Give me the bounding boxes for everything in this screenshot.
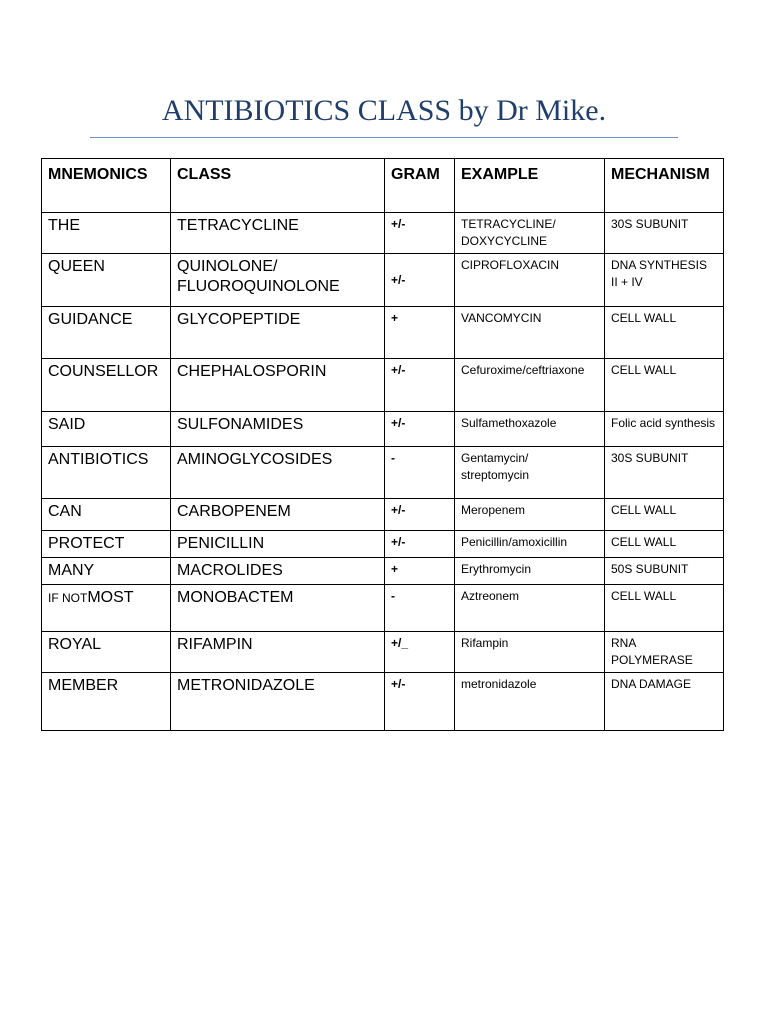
class-cell: TETRACYCLINE <box>171 213 385 254</box>
mnemonic-cell: QUEEN <box>42 254 171 307</box>
example-cell: Sulfamethoxazole <box>455 412 605 447</box>
header-gram: GRAM <box>385 159 455 213</box>
table-row <box>42 673 724 731</box>
table-header-row <box>42 159 724 213</box>
mechanism-cell: CELL WALL <box>605 307 724 359</box>
mnemonic-word: MOST <box>87 589 134 606</box>
example-cell: Cefuroxime/ceftriaxone <box>455 359 605 412</box>
example-cell: CIPROFLOXACIN <box>455 254 605 307</box>
gram-cell: + <box>385 307 455 359</box>
gram-cell: +/- <box>385 499 455 531</box>
gram-cell: +/- <box>385 412 455 447</box>
table-row <box>42 632 724 673</box>
mnemonic-cell: ANTIBIOTICS <box>42 447 171 499</box>
example-cell: Aztreonem <box>455 585 605 632</box>
class-cell: PENICILLIN <box>171 531 385 558</box>
title-underline <box>90 137 678 138</box>
class-cell: MONOBACTEM <box>171 585 385 632</box>
gram-cell: +/- <box>385 673 455 731</box>
mechanism-cell: DNA DAMAGE <box>605 673 724 731</box>
mnemonic-cell <box>42 585 171 632</box>
mnemonic-cell: PROTECT <box>42 531 171 558</box>
mechanism-cell: CELL WALL <box>605 499 724 531</box>
example-cell: Rifampin <box>455 632 605 673</box>
mnemonic-cell: SAID <box>42 412 171 447</box>
header-mnemonics: MNEMONICS <box>42 159 171 213</box>
class-cell: CHEPHALOSPORIN <box>171 359 385 412</box>
header-example: EXAMPLE <box>455 159 605 213</box>
table-row <box>42 307 724 359</box>
gram-cell: - <box>385 585 455 632</box>
class-cell: MACROLIDES <box>171 558 385 585</box>
page-title: ANTIBIOTICS CLASS by Dr Mike. <box>161 94 607 127</box>
example-cell: metronidazole <box>455 673 605 731</box>
gram-cell: - <box>385 447 455 499</box>
mechanism-cell: RNA POLYMERASE <box>605 632 724 673</box>
class-cell: AMINOGLYCOSIDES <box>171 447 385 499</box>
mnemonic-prefix: IF NOT <box>48 591 88 605</box>
example-cell: TETRACYCLINE/ DOXYCYCLINE <box>455 213 605 254</box>
class-cell: RIFAMPIN <box>171 632 385 673</box>
table-row <box>42 447 724 499</box>
table-row <box>42 558 724 585</box>
class-cell: CARBOPENEM <box>171 499 385 531</box>
table-row <box>42 499 724 531</box>
gram-cell: +/- <box>385 359 455 412</box>
mechanism-cell: CELL WALL <box>605 359 724 412</box>
mnemonic-cell: MEMBER <box>42 673 171 731</box>
mnemonic-cell: CAN <box>42 499 171 531</box>
mechanism-cell: Folic acid synthesis <box>605 412 724 447</box>
class-cell: METRONIDAZOLE <box>171 673 385 731</box>
gram-cell: +/- <box>385 213 455 254</box>
header-mechanism: MECHANISM <box>605 159 724 213</box>
table-row <box>42 213 724 254</box>
example-cell: Gentamycin/ streptomycin <box>455 447 605 499</box>
mechanism-cell: CELL WALL <box>605 585 724 632</box>
gram-cell: +/- <box>385 254 455 307</box>
mnemonic-cell: MANY <box>42 558 171 585</box>
example-cell: Erythromycin <box>455 558 605 585</box>
antibiotics-table <box>41 158 724 731</box>
class-cell: GLYCOPEPTIDE <box>171 307 385 359</box>
example-cell: VANCOMYCIN <box>455 307 605 359</box>
mechanism-cell: CELL WALL <box>605 531 724 558</box>
mnemonic-cell: COUNSELLOR <box>42 359 171 412</box>
mnemonic-cell: GUIDANCE <box>42 307 171 359</box>
mnemonic-cell: THE <box>42 213 171 254</box>
table-row <box>42 359 724 412</box>
class-cell: SULFONAMIDES <box>171 412 385 447</box>
table-row <box>42 585 724 632</box>
mechanism-cell: DNA SYNTHESIS II + IV <box>605 254 724 307</box>
example-cell: Meropenem <box>455 499 605 531</box>
mechanism-cell: 30S SUBUNIT <box>605 447 724 499</box>
mechanism-cell: 30S SUBUNIT <box>605 213 724 254</box>
mechanism-cell: 50S SUBUNIT <box>605 558 724 585</box>
header-class: CLASS <box>171 159 385 213</box>
class-cell: QUINOLONE/ FLUOROQUINOLONE <box>171 254 385 307</box>
gram-cell: + <box>385 558 455 585</box>
example-cell: Penicillin/amoxicillin <box>455 531 605 558</box>
table-row <box>42 531 724 558</box>
gram-cell: +/_ <box>385 632 455 673</box>
table-row <box>42 412 724 447</box>
table-row <box>42 254 724 307</box>
gram-cell: +/- <box>385 531 455 558</box>
mnemonic-cell: ROYAL <box>42 632 171 673</box>
